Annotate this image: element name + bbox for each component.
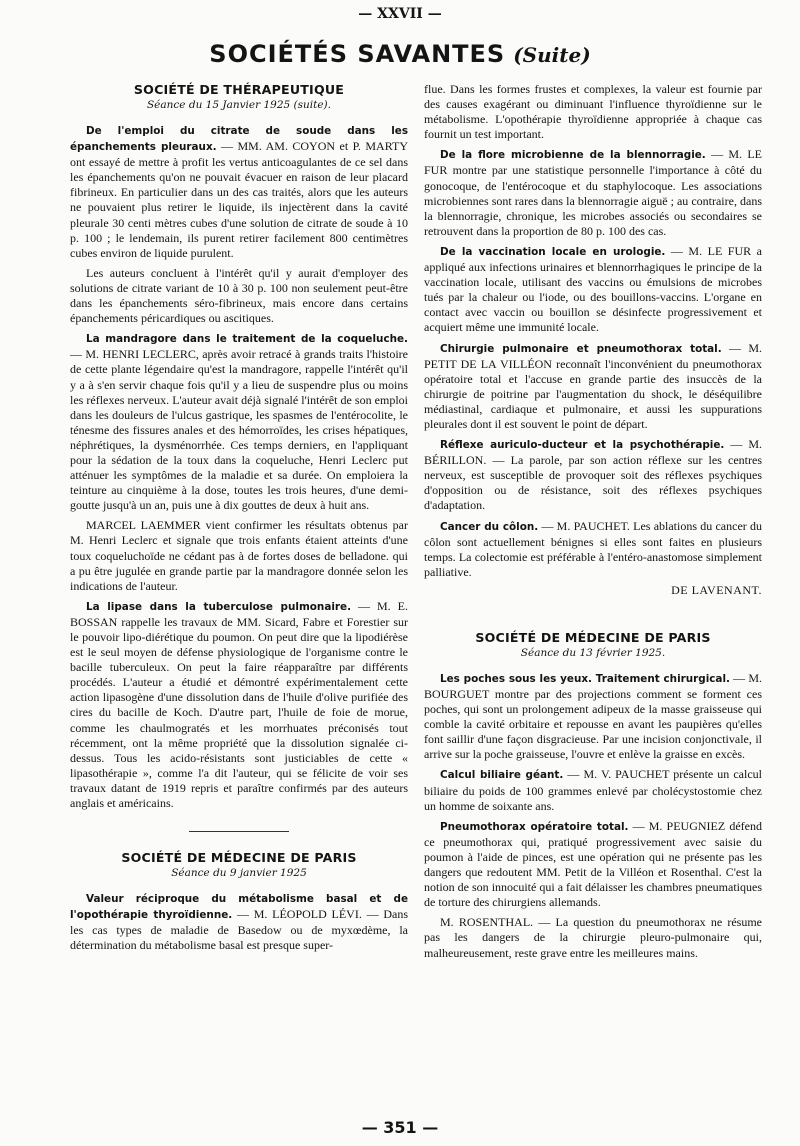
article-title: La lipase dans la tuberculose pulmonaire. (86, 600, 352, 613)
article-paragraph: MARCEL LAEMMER vient confirmer les résultats obtenus par M. Henri Leclerc et signale que trois enfants étaient atteints d'une toux coqueluchoïde ne cédant pas à de fortes doses de belladone. qui a pu être jugulée en grande partie par la mandragore donnée selon les indications de l'auteur. (70, 518, 408, 593)
section-spacer (424, 598, 762, 630)
article-text: — M. BOURGUET montre par des projections comment se forment ces poches, qui sont un prolongement adipeux de la masse graisseuse qui comble la cavité orbitaire et repousse en avant les paupières qu'elles font saillir d'une façon disgracieuse. Par une incision conjonctivale, il arrive sur la poche graisseuse, l'ouvre et enlève la graisse en excès. (424, 670, 762, 762)
section-date: Séance du 9 janvier 1925 (171, 867, 307, 880)
masthead-suite: (Suite) (513, 43, 591, 67)
article-paragraph (424, 819, 762, 911)
article-title: De la vaccination locale en urologie. (440, 245, 666, 258)
article-paragraph (70, 599, 408, 811)
article-paragraph (424, 244, 762, 336)
article-paragraph (424, 519, 762, 580)
article-text: — M. LÉOPOLD LÉVI. — Dans les cas types de maladie de Basedow ou de myxœdème, la détermination du métabolisme basal est presque super- (70, 907, 408, 953)
article-text: — M. HENRI LECLERC, après avoir retracé à grands traits l'histoire de cette plante légendaire qu'est la mandragore, rappelle l'intérêt qu'il y a à s'en servir chaque fois qu'il y a lieu de suspendre plus ou moins les réflexes nerveux. L'auteur avait déjà signalé l'intérêt de son emploi dans les douleurs de l'ulcus gastrique, les spasmes de l'entérocolite, le ténesme des fissures anales et des hémorroïdes, les crises hépatiques, néphrétiques, la dysménorrhée. Ces temps derniers, en l'appliquant pour la sédation de la toux dans la coqueluche, Henri Leclerc put atténuer les symptômes de la maladie et sa durée. On emploiera la teinture au cinquième à la dose, toutes les trois heures, d'une demi-goutte jusqu'à un an, puis une à dix gouttes de deux à huit ans. (70, 347, 408, 513)
left-column (70, 82, 408, 959)
article-paragraph (70, 891, 408, 953)
article-paragraph: flue. Dans les formes frustes et complexes, la valeur est fournie par des causes exagérant ou diminuant l'influence thyroïdienne sur le métabolisme. L'opothérapie thyroïdienne appropriée à chaque cas fournit un test important. (424, 82, 762, 142)
article-title: Réflexe auriculo-ducteur et la psychothérapie. (440, 439, 725, 452)
section-title: SOCIÉTÉ DE MÉDECINE DE PARIS (121, 850, 357, 866)
article-title: Valeur réciproque du métabolisme basal et de l'opothérapie thyroïdienne. (70, 893, 408, 922)
article-paragraph: Les auteurs concluent à l'intérêt qu'il y aurait d'employer des solutions de citrate variant de 10 à 30 p. 100 non seulement peut-être dans les épanchements séro-fibrineux, mais encore dans certains épanchements péricardiques ou ascitiques. (70, 265, 408, 326)
article-text: — M. V. PAUCHET présente un calcul biliaire du poids de 100 grammes enlevé par cholécystostomie chez un homme de soixante ans. (424, 767, 762, 813)
article-paragraph (424, 437, 762, 513)
section-divider (189, 831, 289, 832)
article-text: — M. LE FUR montre par une statistique personnelle l'importance à côté du gonocoque, de l'entérocoque et du staphylocoque. Les associations microbiennes sont rares dans la blennorragie aiguë ; au contraire, dans la blennorragie, chronique, les microbes associés ou secondaires se retrouvent dans la proportion de 80 p. 100 des cas. (424, 147, 762, 238)
author-signature: DE LAVENANT. (671, 582, 762, 597)
section-title: SOCIÉTÉ DE THÉRAPEUTIQUE (133, 82, 345, 97)
article-title: La mandragore dans le traitement de la coqueluche. (86, 333, 408, 346)
page-title (0, 40, 800, 80)
article-text: — M. BÉRILLON. — La parole, par son action réflexe sur les centres nerveux, est susceptible de provoquer soit des réflexes psychiques d'opposition ou de résistance, soit des réflexes psychiques d'adaptation. (424, 437, 762, 513)
page-roman-number: — XXVII — (358, 6, 442, 22)
right-column (424, 82, 762, 966)
section-date: Séance du 13 février 1925. (520, 646, 666, 659)
article-paragraph: M. ROSENTHAL. — La question du pneumothorax ne résume pas les dangers de la chirurgie pleuro-pulmonaire qui, malheureusement, reste grave entre les meilleures mains. (424, 915, 762, 960)
article-paragraph (424, 671, 762, 763)
article-title: Calcul biliaire géant. (440, 769, 564, 782)
article-text: — M. PAUCHET. Les ablations du cancer du côlon sont actuellement bénignes si elles sont faites en plusieurs temps. La colectomie est préférable à l'entéro-anastomose simplement palliative. (424, 518, 762, 579)
article-title: De l'emploi du citrate de soude dans les épanchements pleuraux. (70, 125, 408, 154)
article-text: — MM. AM. COYON et P. MARTY ont essayé de mettre à profit les vertus anticoagulantes de ce sel dans les épanchements qu'on ne pouvait évacuer en raison de leur placard fibrineux. En particulier dans un des cas traités, alors que les auteurs ne pouvaient plus retirer le liquide, ils injectèrent dans la cavité pleurale 30 centi mètres cubes d'une solution de citrate de soude à 10 p. 100 ; le lendemain, ils purent retirer facilement 800 centimètres cubes environ de liquide purulent. (70, 139, 408, 260)
article-text: — M. E. BOSSAN rappelle les travaux de MM. Sicard, Fabre et Forestier sur le pouvoir lipo-diérétique du poumon. On peut dire que la lipodiérèse est le seul moyen de défense physiologique de l'organisme contre le bacille tuberculeux. On peut la faire réapparaître par différents procédés. L'auteur a étudié et démontré expérimentalement cette action lipasogène d'une dissolution dans de l'huile d'olive purifiée des cires du bacille de Koch. D'autre part, l'huile de foie de morue, comme les chaulmogratés et les morrhuates préconisés tout récemment, ont la même propriété que la dissolution signalée ci-dessus. Tous les acido-résistants sont justiciables de cette « lipasothérapie », comme l'a dit l'auteur, qui se félicite de voir ses travaux datant de 1919 repris et paraître confirmés par des auteurs anglais et américains. (70, 598, 408, 811)
article-title: Cancer du côlon. (440, 520, 539, 533)
article-text: — M. PETIT DE LA VILLÉON reconnaît l'inconvénient du pneumothorax opératoire total et l'accuse en grande partie des insuccès de la chirurgie de poitrine par l'augmentation du shock, le déséquilibre médiastinal, cardiaque et pulmonaire, et aussi les suppurations pleurales dont il est souvent le point de départ. (424, 340, 762, 431)
page-number: — 351 — (361, 1118, 439, 1137)
section-title: SOCIÉTÉ DE MÉDECINE DE PARIS (475, 629, 711, 645)
article-title: Pneumothorax opératoire total. (440, 820, 629, 833)
masthead-title: SOCIÉTÉS SAVANTES (209, 40, 506, 68)
article-text: — M. PEUGNIEZ défend ce pneumothorax qui, pratiqué progressivement avec saisie du poumon à l'aide de pinces, est une opération qui ne présente pas les dangers que redoutent MM. Petit de la Villéon et Rosenthal. C'est la notion de son innocuité qui a fait délaisser les chambres pneumatiques de torture des chirurgiens allemands. (424, 818, 762, 910)
article-paragraph (70, 331, 408, 513)
article-paragraph (424, 767, 762, 813)
article-text: — M. LE FUR a appliqué aux infections urinaires et blennorrhagiques le principe de la vaccination locale, utilisant des vaccins ou émulsions de microbes tués par la chaleur ou l'iode, ou des bouillons-vaccins. L'organe en contact avec vaccin ou bouillon se désinfecte progressivement et acquiert même une immunité locale. (424, 243, 763, 335)
article-title: De la flore microbienne de la blennorragie. (440, 149, 706, 162)
article-title: Les poches sous les yeux. Traitement chirurgical. (440, 672, 730, 685)
article-title: Chirurgie pulmonaire et pneumothorax total. (440, 342, 722, 355)
article-paragraph (424, 147, 762, 239)
article-paragraph (70, 123, 408, 261)
article-paragraph (424, 341, 762, 433)
section-date: Séance du 15 Janvier 1925 (suite). (146, 99, 331, 111)
